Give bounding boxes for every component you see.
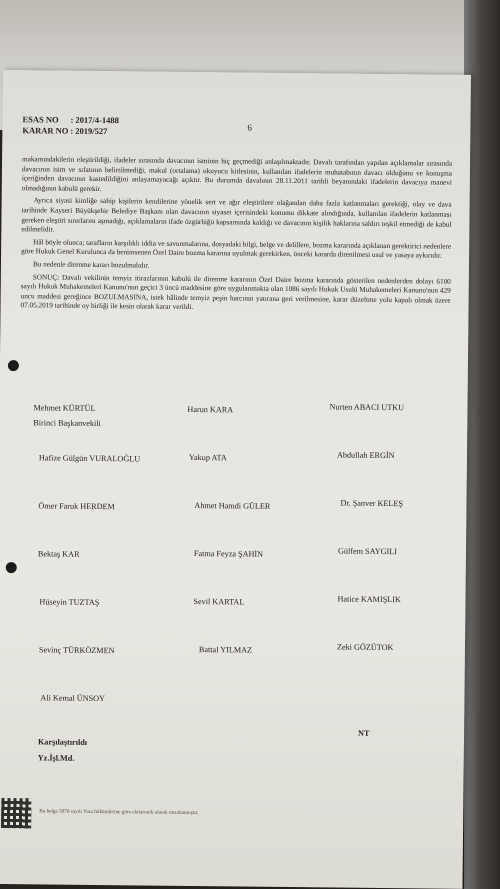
signatory-name: Nurten ABACI UTKU xyxy=(329,402,405,413)
nt-mark: NT xyxy=(358,728,370,738)
paragraph: Ayrıca siyasi kimliğe sahip kişilerin kendilerine yönelik sert ve ağır eleştirilere olağandan daha fazla katlanmaları gerektiği, olay ve dava tarihinde Kayseri Büyükşehir Belediye Başkanı olan davacının siyaset içerisindeki konumu dikkate alındığında, kullanılan ifadelerin katlanması gereken eleştiri sınırlarını aşmadığı, açıklamaların ifade özgürlüğü kapsamında kaldığı ve davacının kişilik haklarına saldırı teşkil etmediği de kabul edilmelidir. xyxy=(21,196,452,234)
signatory-name: Sevil KARTAL xyxy=(193,597,245,607)
punch-hole xyxy=(6,562,17,573)
signatory-name: Ali Kemal ÜNSOY xyxy=(40,693,106,704)
signatory-name: Sevinç TÜRKÖZMEN xyxy=(38,645,115,656)
paragraph: Bu nedenle direnme kararı bozulmalıdır. xyxy=(32,260,150,270)
decision-text xyxy=(20,155,452,318)
signatory-name: Gülfem SAYGILI xyxy=(337,546,398,557)
signatory-name: Harun KARA xyxy=(187,404,234,415)
karar-value: : 2019/527 xyxy=(70,125,108,137)
signatory-name: Yakup ATA xyxy=(188,452,227,463)
electronic-signature-note: Bu belge 5070 sayılı Yasa hükümlerine göre elektronik olarak imzalanmıştır. xyxy=(39,808,199,817)
page-number: 6 xyxy=(247,122,252,133)
paragraph-result: SONUÇ: Davalı vekilinin temyiz itirazlarının kabulü ile direnme kararının Özel Daire bozma kararında gösterilen nedenlerden dolayı 6100 sayılı Hukuk Muhakemeleri Kanunu'nun geçici 3 üncü maddesine göre uygulanmakta olan 1086 sayılı Hukuk Usulü Muhakemeleri Kanunu'nun 429 uncu maddesi gereğince BOZULMASINA, istek hâlinde temyiz peşin harcının yatırana geri verilmesine, karar düzeltme yolu kapalı olmak üzere 07.05.2019 tarihinde oy birliği ile kesin olarak karar verildi. xyxy=(20,272,451,312)
compared-label: Karşılaştırıldı xyxy=(37,737,88,747)
clerk-label: Yz.İşl.Md. xyxy=(37,753,75,763)
punch-hole xyxy=(8,360,19,371)
signatory-name: Mehmet KÜRTÜL xyxy=(33,403,96,413)
karar-label: KARAR NO xyxy=(22,125,69,136)
signatory-title: Birinci Başkanvekili xyxy=(33,418,101,429)
qr-code xyxy=(1,798,31,828)
signatory-name: Hatice KAMIŞLIK xyxy=(337,594,401,605)
signatory-name: Bektaş KAR xyxy=(37,549,80,559)
esas-value: : 2017/4-1488 xyxy=(70,114,119,126)
esas-label: ESAS NO xyxy=(22,114,59,125)
signatory-name: Zeki GÖZÜTOK xyxy=(336,642,394,653)
signatory-name: Fatma Feyza ŞAHİN xyxy=(193,549,264,559)
signatory-name: Abdullah ERGİN xyxy=(336,450,395,461)
document-page xyxy=(0,70,471,889)
paragraph: makamındakilerin eleştirildiği, ifadeler sırasında davacının isminin hiç geçmediği anlaşılmaktadır. Davalı tarafından yapılan açıklamalar sırasında davacının isim ve sıfatının belirtilmediği, makul (ortalama) okuyucu kitlesinin, kullanılan ifadelerin muhatabının davacı olduğunu ve konuşma içeriğinden davacının kastedildiğini anlayamayacağı açıktır. Bu durumda davalının 28.11.2011 tarihli beyanındaki ifadelerin davacıya manevi olmadığının kabulü gerekir. xyxy=(21,155,453,193)
case-header xyxy=(22,114,119,137)
signatory-name: Dr. Şanver KELEŞ xyxy=(340,498,404,509)
signatory-name: Ahmet Hamdi GÜLER xyxy=(194,501,271,511)
signatory-name: Battal YILMAZ xyxy=(198,645,253,655)
signatory-name: Hafize Gülgün VURALOĞLU xyxy=(38,453,141,464)
paragraph: Hâl böyle olunca; tarafların karşılıklı iddia ve savunmalarına, dosyadaki bilgi, belge ve delillere, bozma kararında açıklanan gerektirici nedenlere göre Hukuk Genel Kurulunca da benimsenen Özel Daire bozma kararına uyulmak gerekirken, önceki kararda direnilmesi usul ve yasaya aykırıdır. xyxy=(21,238,452,260)
signatory-name: Ömer Faruk HERDEM xyxy=(38,501,115,512)
signatory-name: Hüseyin TUZTAŞ xyxy=(39,597,100,608)
signatory xyxy=(33,400,101,431)
